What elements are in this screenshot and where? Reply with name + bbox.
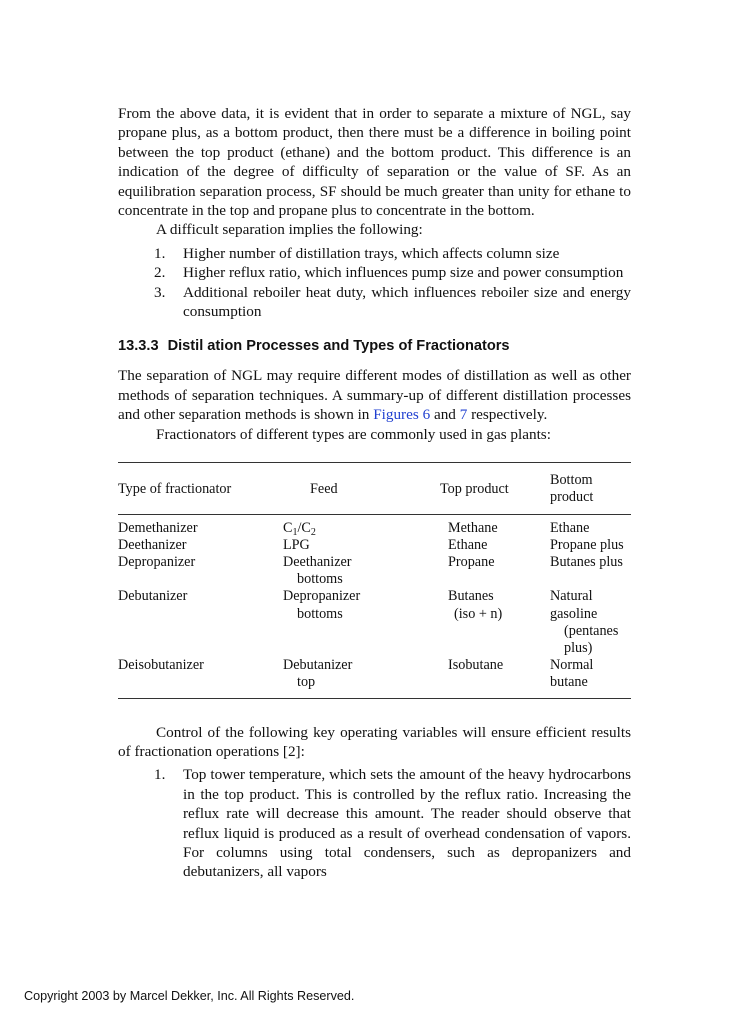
fractionators-lead: Fractionators of different types are commonly used in gas plants:: [156, 425, 551, 443]
figures-6-link[interactable]: Figures 6: [373, 406, 431, 424]
section-number: 13.3.3: [118, 338, 159, 355]
fractionator-table: [118, 462, 631, 698]
section-paragraph: The separation of NGL may require different modes of distillation as well as other methods of separation techniques. A summary-up of different distillation processes and other separation methods is shown in Figures 6 and 7 respectively.: [118, 367, 631, 424]
control-list: [118, 765, 631, 881]
header-bottom: Bottom product: [550, 463, 631, 514]
page-body: [118, 104, 631, 882]
list-item: 3. Additional reboiler heat duty, which influences reboiler size and energy consumption: [154, 283, 631, 321]
difficult-lead: A difficult separation implies the following:: [156, 221, 423, 239]
table-row: Demethanizer $C_1/C_2$ Methane Ethane: [118, 519, 590, 538]
table-row: Deisobutanizer Debutanizer top Isobutane Normal butane: [118, 657, 631, 698]
table-row: Debutanizer Depropanizer bottoms Butanes (iso + n) Natural gasoline (pentanes plus): [118, 588, 619, 656]
figure-7-link[interactable]: 7: [459, 406, 468, 424]
intro-paragraph: From the above data, it is evident that in order to separate a mixture of NGL, say propane plus, as a bottom product, then there must be a difference in boiling point between the top product (ethane) and the bottom product. This difference is an indication of the degree of difficulty of separation or the value of SF. As an equilibration separation process, SF should be much greater than unity for ethane to concentrate in the top and propane plus to concentrate in the bottom.: [118, 105, 631, 220]
header-feed: Feed: [283, 463, 440, 514]
control-paragraph: Control of the following key operating variables will ensure efficient results of fractionation operations [2]:: [118, 723, 631, 760]
list-item: 2. Higher reflux ratio, which influences pump size and power consumption: [154, 264, 624, 282]
list-item: 1. Top tower temperature, which sets the amount of the heavy hydrocarbons in the top product. This is controlled by the reflux ratio. Increasing the reflux rate will decrease this amount. The reader should observe that reflux liquid is produced as a result of overhead condensation of vapors. For columns using total condensers, such as depropanizers and debutanizers, all vapors: [154, 766, 631, 881]
table-header-row: [118, 463, 631, 514]
section-title: Distil ation Processes and Types of Fractionators: [167, 338, 510, 355]
copyright-footer: Copyright 2003 by Marcel Dekker, Inc. All Rights Reserved.: [24, 989, 355, 1003]
difficulty-list: [118, 244, 631, 322]
section-heading: [118, 337, 631, 356]
list-item: 1. Higher number of distillation trays, which affects column size: [154, 244, 560, 262]
header-top: Top product: [440, 463, 550, 514]
table-row: Depropanizer Deethanizer bottoms Propane Butanes plus: [118, 553, 623, 588]
table-row: Deethanizer LPG Ethane Propane plus: [118, 536, 624, 553]
header-type: Type of fractionator: [118, 463, 283, 514]
